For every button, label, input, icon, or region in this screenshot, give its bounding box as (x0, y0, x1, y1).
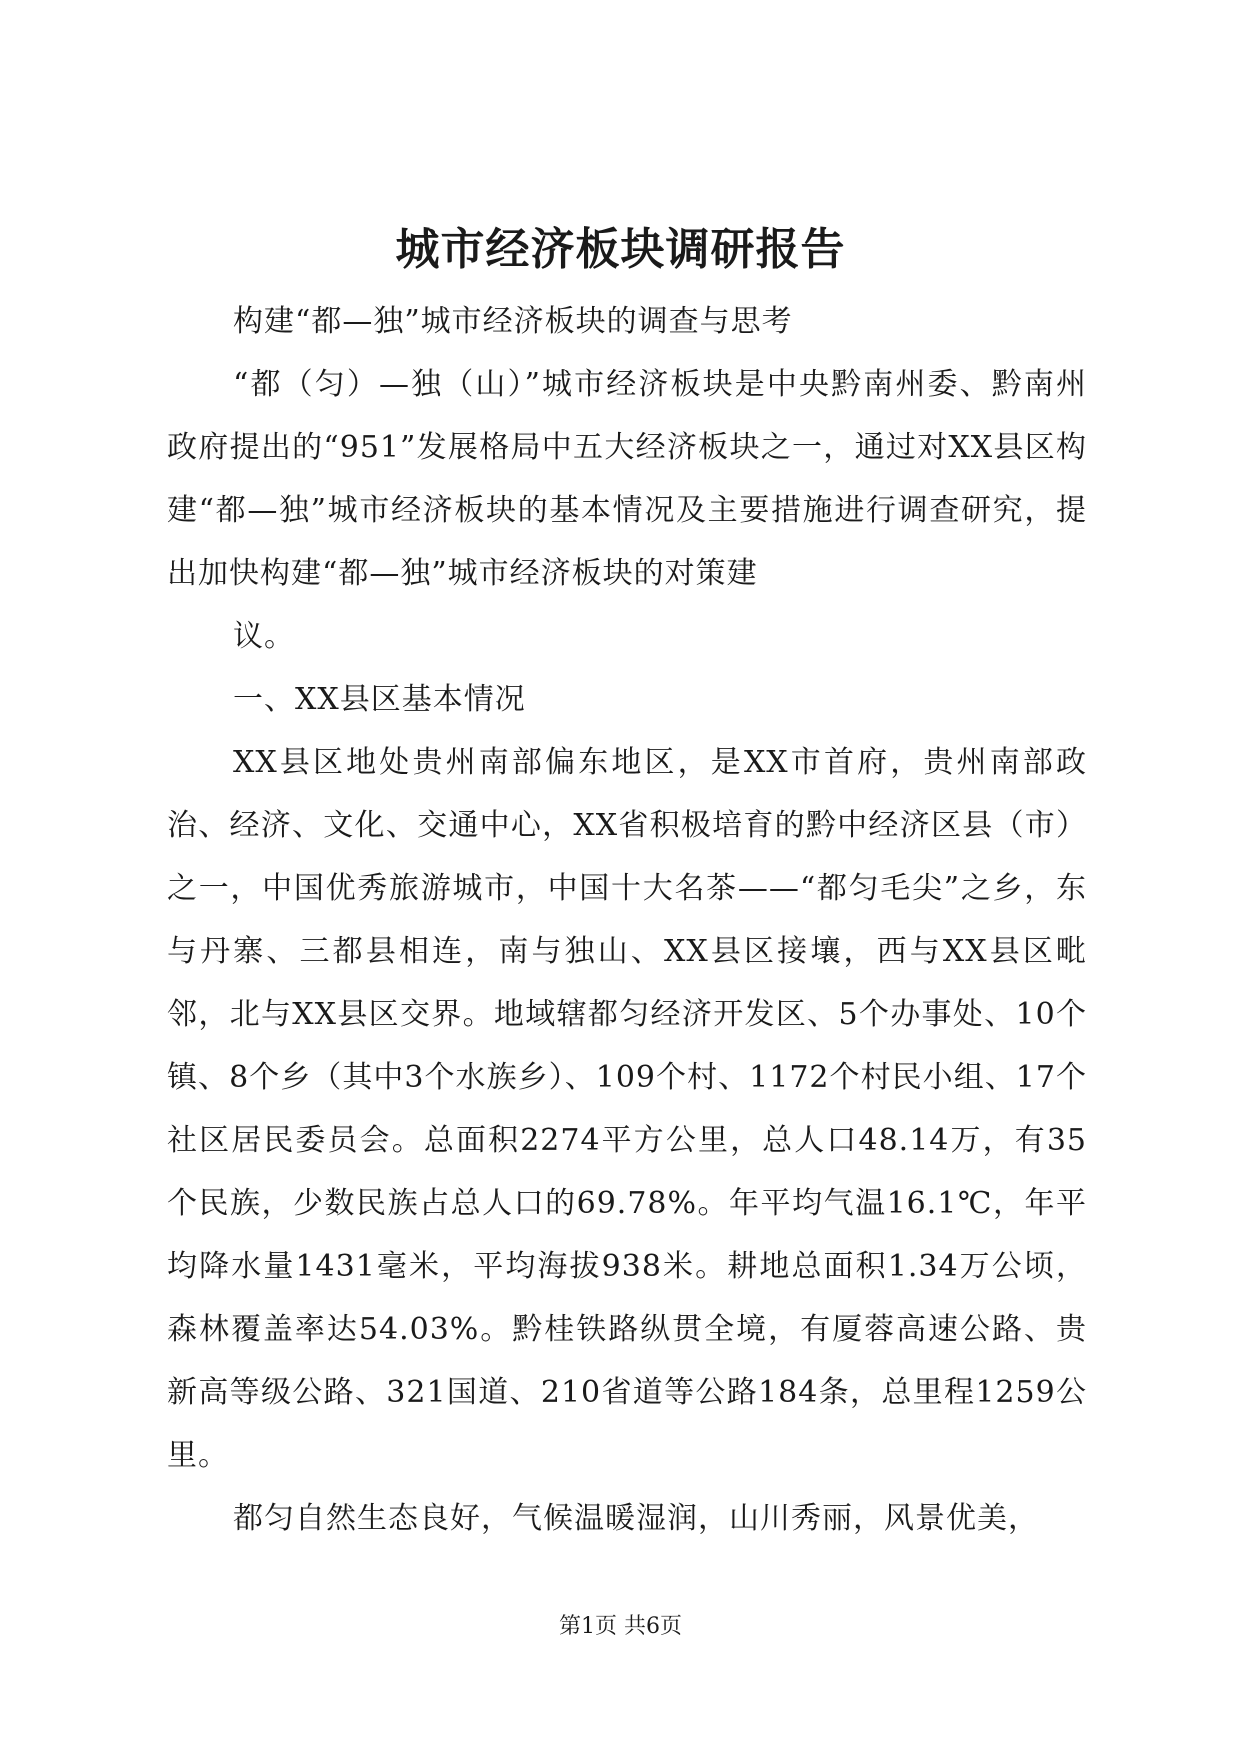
ecology-paragraph: 都匀自然生态良好，气候温暖湿润，山川秀丽，风景优美， (233, 1501, 1039, 1536)
document-title: 城市经济板块调研报告 (395, 224, 846, 275)
document-body (167, 290, 1087, 1550)
intro-paragraph-continued: 议。 (233, 619, 295, 654)
section-heading: 一、XX县区基本情况 (233, 682, 526, 717)
subtitle-paragraph: 构建“都—独”城市经济板块的调查与思考 (233, 304, 793, 339)
page-number-footer: 第1页 共6页 (559, 1614, 682, 1639)
intro-paragraph: “都（匀）—独（山）”城市经济板块是中央黔南州委、黔南州政府提出的“951”发展格局中五大经济板块之一，通过对XX县区构建“都—独”城市经济板块的基本情况及主要措施进行调查研究，提出加快构建“都—独”城市经济板块的对策建 (167, 367, 1087, 591)
overview-paragraph: XX县区地处贵州南部偏东地区，是XX市首府，贵州南部政治、经济、文化、交通中心，XX省积极培育的黔中经济区县（市）之一，中国优秀旅游城市，中国十大名茶——“都匀毛尖”之乡，东与丹寨、三都县相连，南与独山、XX县区接壤，西与XX县区毗邻，北与XX县区交界。地域辖都匀经济开发区、5个办事处、10个镇、8个乡（其中3个水族乡）、109个村、1172个村民小组、17个社区居民委员会。总面积2274平方公里，总人口48.14万，有35个民族，少数民族占总人口的69.78%。年平均气温16.1℃，年平均降水量1431毫米，平均海拔938米。耕地总面积1.34万公顷，森林覆盖率达54.03%。黔桂铁路纵贯全境，有厦蓉高速公路、贵新高等级公路、321国道、210省道等公路184条，总里程1259公里。 (167, 745, 1087, 1473)
